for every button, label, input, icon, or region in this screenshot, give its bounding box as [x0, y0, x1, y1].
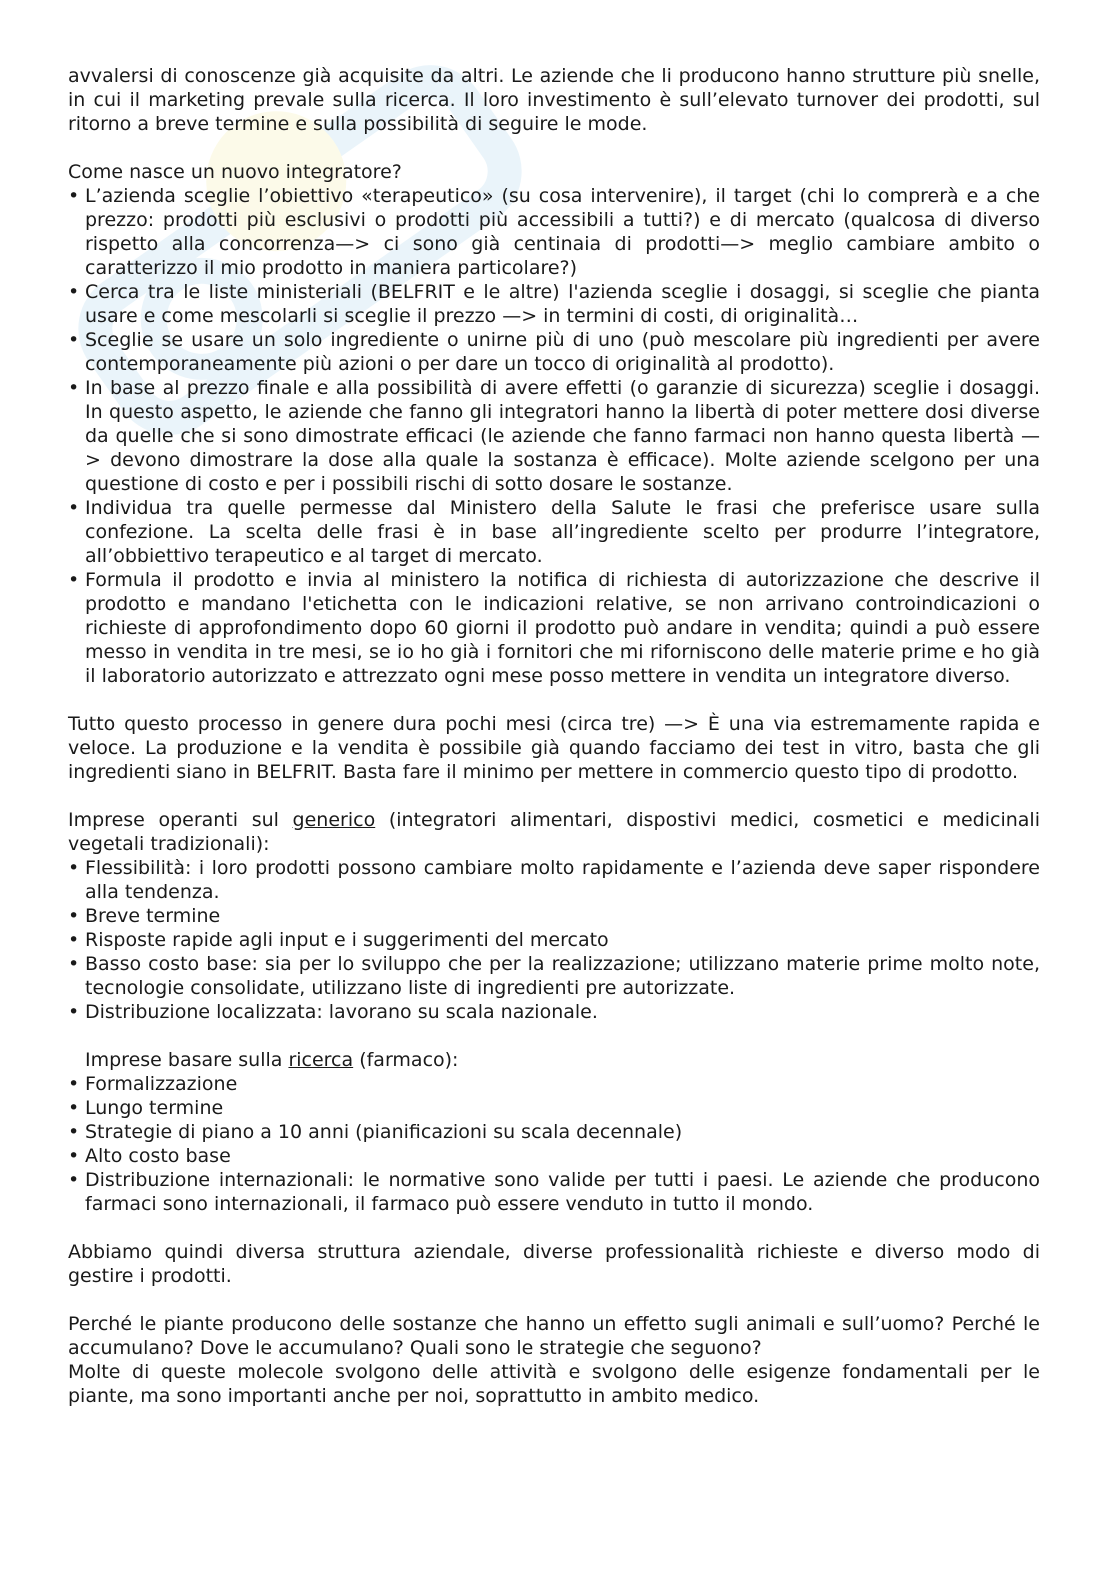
- research-list: [68, 1072, 1040, 1216]
- molecules-paragraph: Molte di queste molecole svolgono delle attività e svolgono delle esigenze fondamentali per le piante, ma sono importanti anche per noi, soprattutto in ambito medico.: [68, 1361, 1040, 1407]
- generic-list: [68, 856, 1040, 1024]
- research-heading: Imprese basare sulla ricerca (farmaco):: [85, 1049, 459, 1071]
- process-paragraph: Tutto questo processo in genere dura pochi mesi (circa tre) —> È una via estremamente rapida e veloce. La produzione e la vendita è possibile già quando facciamo dei test in vitro, basta che gli ingredienti siano in BELFRIT. Basta fare il minimo per mettere in commercio questo tipo di prodotto.: [68, 713, 1040, 783]
- list-item: • Basso costo base: sia per lo sviluppo che per la realizzazione; utilizzano materie prime molto note, tecnologie consolidate, utilizzano liste di ingredienti pre autorizzate.: [68, 952, 1040, 1000]
- list-item: • Distribuzione internazionali: le normative sono valide per tutti i paesi. Le aziende che producono farmaci sono internazionali, il farmaco può essere venduto in tutto il mondo.: [68, 1168, 1040, 1216]
- list-item: • Formalizzazione: [68, 1072, 1040, 1096]
- list-item: • Formula il prodotto e invia al ministero la notifica di richiesta di autorizzazione che descrive il prodotto e mandano l'etichetta con le indicazioni relative, se non arrivano controindicazioni o richieste di approfondimento dopo 60 giorni il prodotto può andare in vendita; quindi a può essere messo in vendita in tre mesi, se io ho già i fornitori che mi riforniscono delle materie prime e ho già il laboratorio autorizzato e attrezzato ogni mese posso mettere in vendita un integratore diverso.: [68, 568, 1040, 688]
- list-item: • Flessibilità: i loro prodotti possono cambiare molto rapidamente e l’azienda deve saper rispondere alla tendenza.: [68, 856, 1040, 904]
- steps-list: [68, 184, 1040, 688]
- list-item: • In base al prezzo finale e alla possibilità di avere effetti (o garanzie di sicurezza) sceglie i dosaggi. In questo aspetto, le aziende che fanno gli integratori hanno la libertà di poter mettere dosi diverse da quelle che si sono dimostrate efficaci (le aziende che fanno farmaci non hanno questa libertà —> devono dimostrare la dose alla quale la sostanza è efficace). Molte aziende scelgono per una questione di costo e per i possibili rischi di sotto dosare le sostanze.: [68, 376, 1040, 496]
- document-page: [68, 64, 1040, 1408]
- intro-paragraph: avvalersi di conoscenze già acquisite da altri. Le aziende che li producono hanno strutture più snelle, in cui il marketing prevale sulla ricerca. Il loro investimento è sull’elevato turnover dei prodotti, sul ritorno a breve termine e sulla possibilità di seguire le mode.: [68, 65, 1040, 135]
- section-heading-new-supplement: Come nasce un nuovo integratore?: [68, 161, 402, 183]
- list-item: • L’azienda sceglie l’obiettivo «terapeutico» (su cosa intervenire), il target (chi lo comprerà e a che prezzo: prodotti più esclusivi o prodotti più accessibili a tutti?) e di mercato (qualcosa di diverso rispetto alla concorrenza—> ci sono già centinaia di prodotti—> meglio cambiare ambito o caratterizzo il mio prodotto in maniera particolare?): [68, 184, 1040, 280]
- structure-paragraph: Abbiamo quindi diversa struttura aziendale, diverse professionalità richieste e diverso modo di gestire i prodotti.: [68, 1241, 1040, 1287]
- research-underlined-term: ricerca: [288, 1049, 354, 1071]
- list-item: • Alto costo base: [68, 1144, 1040, 1168]
- generic-heading: Imprese operanti sul generico (integratori alimentari, dispostivi medici, cosmetici e medicinali vegetali tradizionali):: [68, 809, 1040, 855]
- generic-underlined-term: generico: [292, 809, 376, 831]
- list-item: • Distribuzione localizzata: lavorano su scala nazionale.: [68, 1000, 1040, 1024]
- list-item: • Breve termine: [68, 904, 1040, 928]
- list-item: • Individua tra quelle permesse dal Ministero della Salute le frasi che preferisce usare sulla confezione. La scelta delle frasi è in base all’ingrediente scelto per produrre l’integratore, all’obbiettivo terapeutico e al target di mercato.: [68, 496, 1040, 568]
- list-item: • Lungo termine: [68, 1096, 1040, 1120]
- list-item: • Sceglie se usare un solo ingrediente o unirne più di uno (può mescolare più ingredienti per avere contemporaneamente più azioni o per dare un tocco di originalità al prodotto).: [68, 328, 1040, 376]
- list-item: • Risposte rapide agli input e i suggerimenti del mercato: [68, 928, 1040, 952]
- list-item: • Cerca tra le liste ministeriali (BELFRIT e le altre) l'azienda sceglie i dosaggi, si sceglie che pianta usare e come mescolarli si sceglie il prezzo —> in termini di costi, di originalità…: [68, 280, 1040, 328]
- list-item: • Strategie di piano a 10 anni (pianificazioni su scala decennale): [68, 1120, 1040, 1144]
- questions-paragraph: Perché le piante producono delle sostanze che hanno un effetto sugli animali e sull’uomo? Perché le accumulano? Dove le accumulano? Quali sono le strategie che seguono?: [68, 1313, 1040, 1359]
